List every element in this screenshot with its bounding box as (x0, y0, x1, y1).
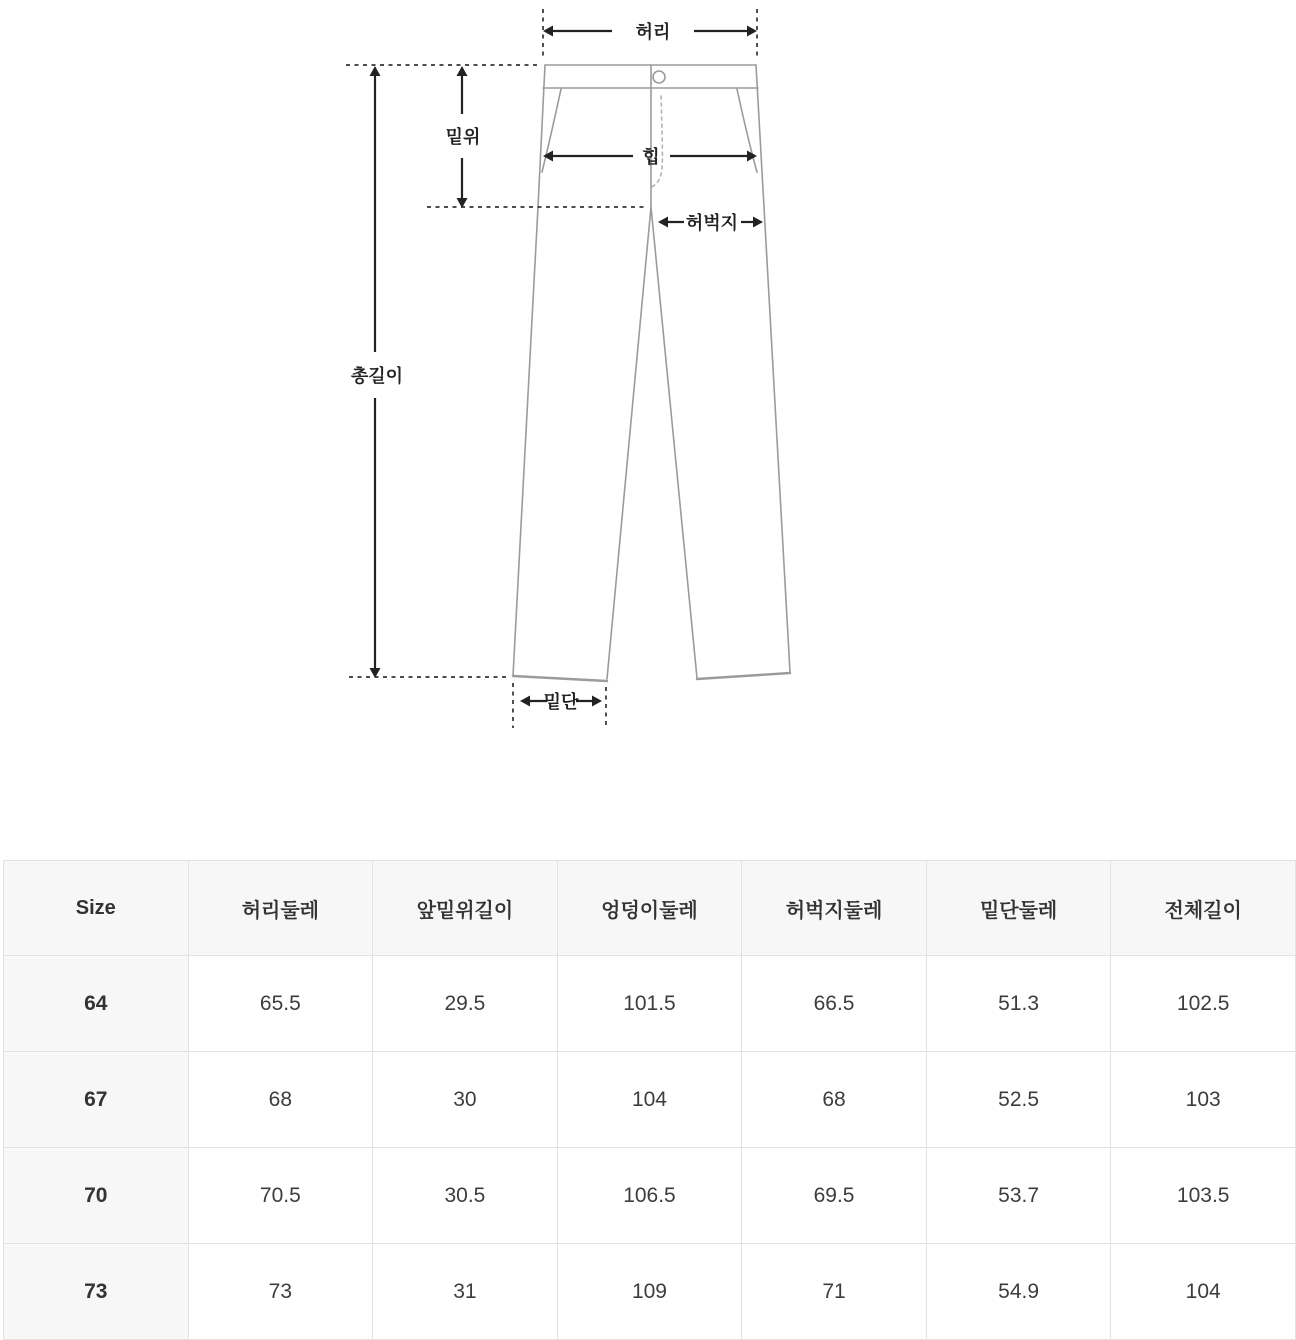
waist-button (653, 71, 665, 83)
table-cell: 30 (373, 1052, 558, 1148)
header-cell-total-length: 전체길이 (1111, 861, 1296, 956)
table-cell: 69.5 (742, 1148, 927, 1244)
table-cell: 101.5 (557, 956, 742, 1052)
table-cell: 73 (188, 1244, 373, 1340)
header-cell-front-rise: 앞밑위길이 (373, 861, 558, 956)
waist-label: 허리 (635, 22, 671, 42)
table-cell: 102.5 (1111, 956, 1296, 1052)
table-cell: 109 (557, 1244, 742, 1340)
table-cell: 65.5 (188, 956, 373, 1052)
header-cell-waist: 허리둘레 (188, 861, 373, 956)
table-cell: 104 (557, 1052, 742, 1148)
header-cell-thigh: 허벅지둘레 (742, 861, 927, 956)
fly-stitch-line (650, 96, 662, 188)
table-cell: 103.5 (1111, 1148, 1296, 1244)
table-row (4, 956, 1296, 1052)
table-cell: 51.3 (926, 956, 1111, 1052)
table-row (4, 1244, 1296, 1340)
size-cell: 70 (4, 1148, 189, 1244)
table-header-row (4, 861, 1296, 956)
table-cell: 68 (188, 1052, 373, 1148)
measure-arrows (370, 26, 764, 707)
table-cell: 103 (1111, 1052, 1296, 1148)
rise-label: 밑위 (445, 127, 481, 147)
thigh-label: 허벅지 (685, 213, 739, 233)
hem-label: 밑단 (543, 692, 579, 712)
size-cell: 67 (4, 1052, 189, 1148)
guide-lines (346, 9, 757, 728)
size-cell: 73 (4, 1244, 189, 1340)
table-row (4, 1148, 1296, 1244)
table-cell: 106.5 (557, 1148, 742, 1244)
table-cell: 104 (1111, 1244, 1296, 1340)
hip-label: 힙 (642, 147, 660, 167)
header-cell-size: Size (4, 861, 189, 956)
total-length-label: 총길이 (350, 366, 404, 386)
header-cell-hip: 엉덩이둘레 (557, 861, 742, 956)
table-cell: 70.5 (188, 1148, 373, 1244)
table-cell: 30.5 (373, 1148, 558, 1244)
size-table (3, 860, 1296, 1340)
table-cell: 68 (742, 1052, 927, 1148)
table-cell: 53.7 (926, 1148, 1111, 1244)
table-cell: 66.5 (742, 956, 927, 1052)
table-cell: 31 (373, 1244, 558, 1340)
table-cell: 29.5 (373, 956, 558, 1052)
table-row (4, 1052, 1296, 1148)
size-cell: 64 (4, 956, 189, 1052)
table-cell: 54.9 (926, 1244, 1111, 1340)
header-cell-hem: 밑단둘레 (926, 861, 1111, 956)
table-cell: 52.5 (926, 1052, 1111, 1148)
table-cell: 71 (742, 1244, 927, 1340)
